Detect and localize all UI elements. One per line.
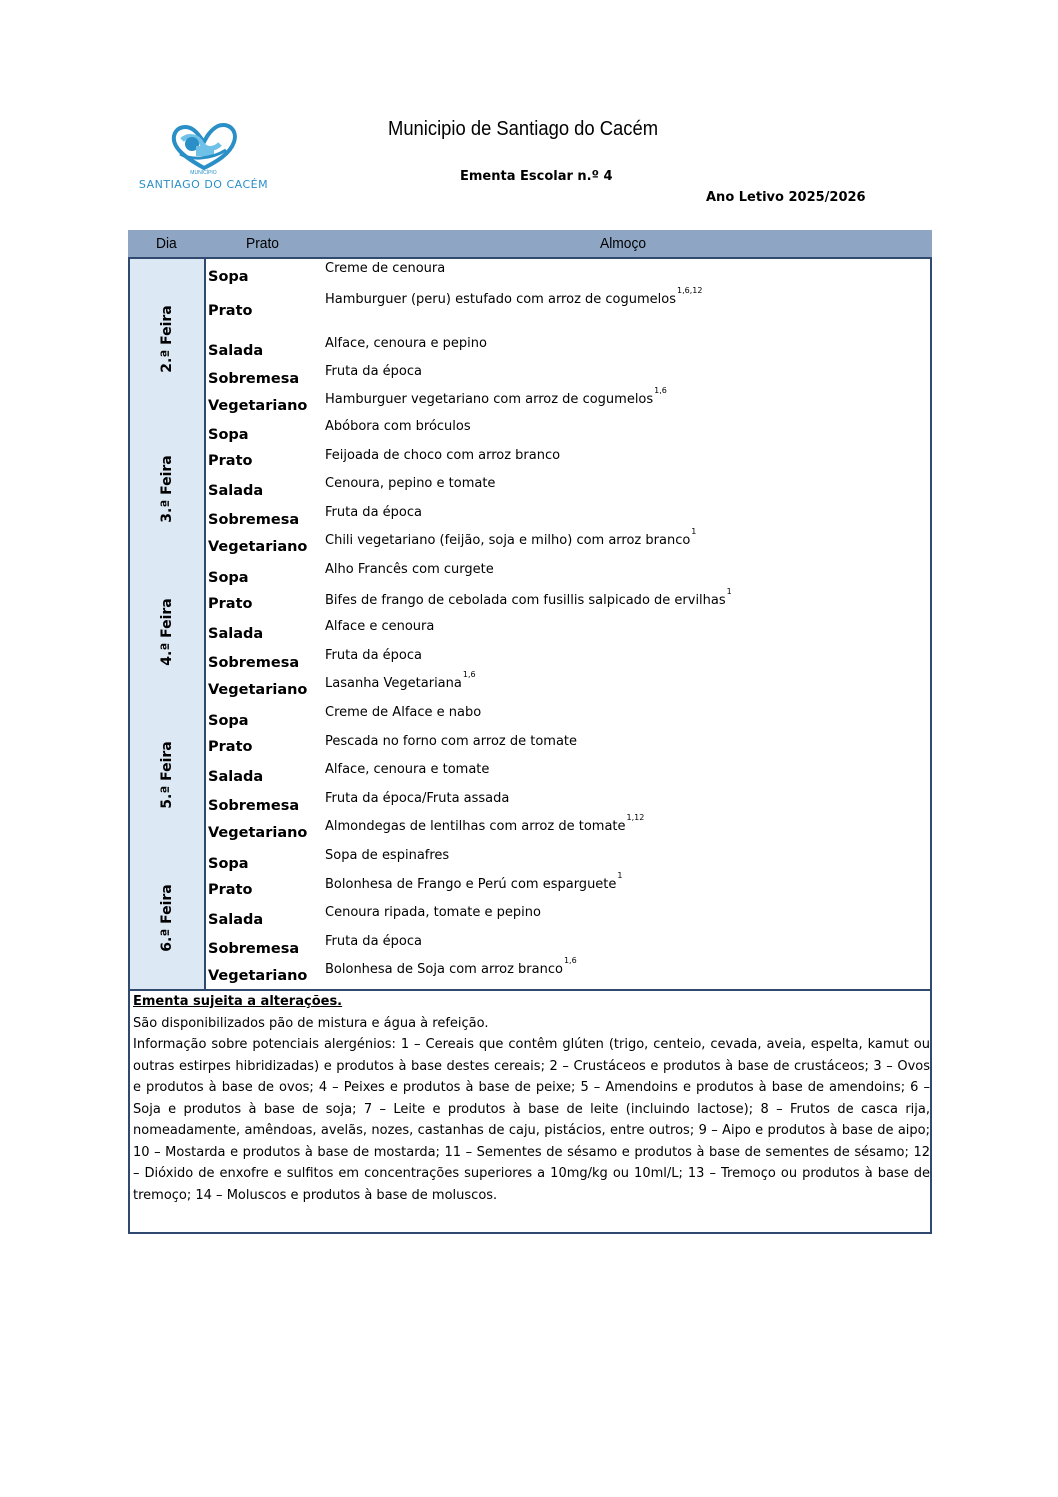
day-cell <box>130 703 206 846</box>
dish-description <box>325 386 667 407</box>
dish-text: Pescada no forno com arroz de tomate <box>325 734 578 749</box>
dish-description <box>325 619 434 634</box>
dish-text: Cenoura ripada, tomate e pepino <box>325 905 541 920</box>
course-label: Prato <box>208 596 253 612</box>
allergen-codes: 1,6 <box>462 670 476 679</box>
day-label: 2.ª Feira <box>159 305 175 373</box>
dish-description <box>325 934 422 949</box>
course-label: Salada <box>208 343 264 359</box>
dish-description <box>325 848 449 863</box>
table-header <box>128 230 932 257</box>
dish-description <box>325 527 697 548</box>
dish-description <box>325 587 732 608</box>
day-label: 5.ª Feira <box>159 740 175 809</box>
notes-section <box>128 989 932 1234</box>
dish-text: Abóbora com bróculos <box>325 419 471 434</box>
course-label: Sopa <box>208 856 249 872</box>
day-cell <box>130 560 206 703</box>
col-almoco-header: Almoço <box>600 235 647 252</box>
dish-text: Bifes de frango de cebolada com fusillis salpicado de ervilhas <box>325 593 726 608</box>
dish-text: Feijoada de choco com arroz branco <box>325 448 561 463</box>
course-label: Sopa <box>208 269 249 285</box>
course-label: Vegetariano <box>208 539 308 555</box>
school-year: Ano Letivo 2025/2026 <box>706 190 866 205</box>
course-label: Salada <box>208 626 264 642</box>
dish-text: Fruta da época <box>325 364 422 379</box>
course-label: Salada <box>208 912 264 928</box>
course-label: Salada <box>208 769 264 785</box>
col-dia-header: Dia <box>156 235 177 252</box>
dish-description <box>325 448 560 463</box>
dish-text: Alface, cenoura e tomate <box>325 762 490 777</box>
dish-text: Creme de Alface e nabo <box>325 705 482 720</box>
day-label: 3.ª Feira <box>159 454 175 523</box>
course-label: Sopa <box>208 427 249 443</box>
day-label: 6.ª Feira <box>159 883 175 952</box>
dish-text: Bolonhesa de Soja com arroz branco <box>325 962 563 977</box>
dish-description <box>325 670 476 691</box>
dish-description <box>325 505 422 520</box>
notes-title: Ementa sujeita a alterações. <box>133 994 343 1009</box>
day-block <box>128 846 932 991</box>
dish-text: Lasanha Vegetariana <box>325 676 462 691</box>
course-label: Sobremesa <box>208 798 300 814</box>
course-label: Sobremesa <box>208 371 300 387</box>
dish-text: Bolonhesa de Frango e Perú com esparguete <box>325 877 617 892</box>
course-label: Prato <box>208 739 253 755</box>
notes-allergen-info: Informação sobre potenciais alergénios: 1 – Cereais que contêm glúten (trigo, centeio, cevada, aveia, espelta, kamut ou outras estirpes hibridizadas) e produtos à base destes cereais; 2 – Crustáceos e produtos à base de crustáceos; 3 – Ovos e produtos à base de ovos; 4 – Peixes e produtos à base de peixe; 5 – Amendoins e produtos à base de amendoins; 6 – Soja e produtos à base de soja; 7 – Leite e produtos à base de leite (incluindo lactose); 8 – Frutos de casca rija, nomeadamente, amêndoas, avelãs, nozes, castanhas de caju, pistácios, entre outros; 9 – Aipo e produtos à base de aipo; 10 – Mostarda e produtos à base de mostarda; 11 – Sementes de sésamo e produtos à base de sementes de sésamo; 12 – Dióxido de enxofre e sulfitos em concentrações superiores a 10mg/kg ou 10ml/L; 13 – Tremoço ou produtos à base de tremoço; 14 – Moluscos e produtos à base de moluscos. <box>133 1037 930 1203</box>
dish-text: Fruta da época <box>325 648 422 663</box>
day-cell <box>130 417 206 560</box>
dish-text: Alface e cenoura <box>325 619 435 634</box>
logo-text: SANTIAGO DO CACÉM <box>138 178 269 191</box>
dish-text: Fruta da época <box>325 505 422 520</box>
day-label: 4.ª Feira <box>159 597 175 666</box>
course-label: Vegetariano <box>208 398 308 414</box>
allergen-codes: 1,12 <box>626 813 645 822</box>
dish-description <box>325 791 509 806</box>
dish-text: Almondegas de lentilhas com arroz de tomate <box>325 819 626 834</box>
dish-description <box>325 648 422 663</box>
day-block <box>128 703 932 848</box>
day-cell <box>130 259 206 419</box>
page-title: Municipio de Santiago do Cacém <box>388 118 659 140</box>
dish-description <box>325 336 487 351</box>
day-block <box>128 417 932 562</box>
course-label: Sobremesa <box>208 655 300 671</box>
dish-description <box>325 871 623 892</box>
dish-text: Alface, cenoura e pepino <box>325 336 487 351</box>
course-label: Sobremesa <box>208 941 300 957</box>
dish-description <box>325 364 422 379</box>
course-label: Prato <box>208 453 253 469</box>
dish-description <box>325 705 481 720</box>
dish-text: Fruta da época <box>325 934 422 949</box>
allergen-codes: 1,6 <box>563 956 577 965</box>
dish-text: Chili vegetariano (feijão, soja e milho) com arroz branco <box>325 533 691 548</box>
menu-subtitle: Ementa Escolar n.º 4 <box>460 169 613 184</box>
dish-description <box>325 905 541 920</box>
dish-text: Hamburguer (peru) estufado com arroz de cogumelos <box>325 292 676 307</box>
course-label: Vegetariano <box>208 968 308 984</box>
dish-description <box>325 956 577 977</box>
course-label: Prato <box>208 882 253 898</box>
course-label: Sopa <box>208 713 249 729</box>
dish-text: Creme de cenoura <box>325 261 446 276</box>
dish-description <box>325 562 494 577</box>
course-label: Vegetariano <box>208 682 308 698</box>
col-prato-header: Prato <box>246 235 279 252</box>
course-label: Vegetariano <box>208 825 308 841</box>
allergen-codes: 1,6,12 <box>677 286 703 295</box>
logo-small-text: MUNICÍPIO <box>190 170 217 176</box>
course-label: Salada <box>208 483 264 499</box>
dish-description <box>325 286 703 307</box>
dish-description <box>325 813 645 834</box>
dish-text: Alho Francês com curgete <box>325 562 494 577</box>
dish-description <box>325 762 489 777</box>
dish-text: Sopa de espinafres <box>325 848 450 863</box>
course-label: Prato <box>208 303 253 319</box>
notes-bread-water: São disponibilizados pão de mistura e água à refeição. <box>133 1015 489 1031</box>
dish-description <box>325 734 577 749</box>
day-cell <box>130 846 206 989</box>
allergen-codes: 1 <box>691 527 697 536</box>
dish-text: Hamburguer vegetariano com arroz de cogumelos <box>325 392 654 407</box>
dish-description <box>325 419 471 434</box>
dish-text: Cenoura, pepino e tomate <box>325 476 496 491</box>
course-label: Sobremesa <box>208 512 300 528</box>
course-label: Sopa <box>208 570 249 586</box>
municipality-logo <box>136 120 271 198</box>
allergen-codes: 1 <box>726 587 732 596</box>
heart-logo-icon <box>136 120 271 172</box>
day-block <box>128 257 932 421</box>
allergen-codes: 1,6 <box>654 386 667 395</box>
dish-text: Fruta da época/Fruta assada <box>325 791 510 806</box>
dish-description <box>325 261 445 276</box>
dish-description <box>325 476 495 491</box>
allergen-codes: 1 <box>617 871 623 880</box>
day-block <box>128 560 932 705</box>
